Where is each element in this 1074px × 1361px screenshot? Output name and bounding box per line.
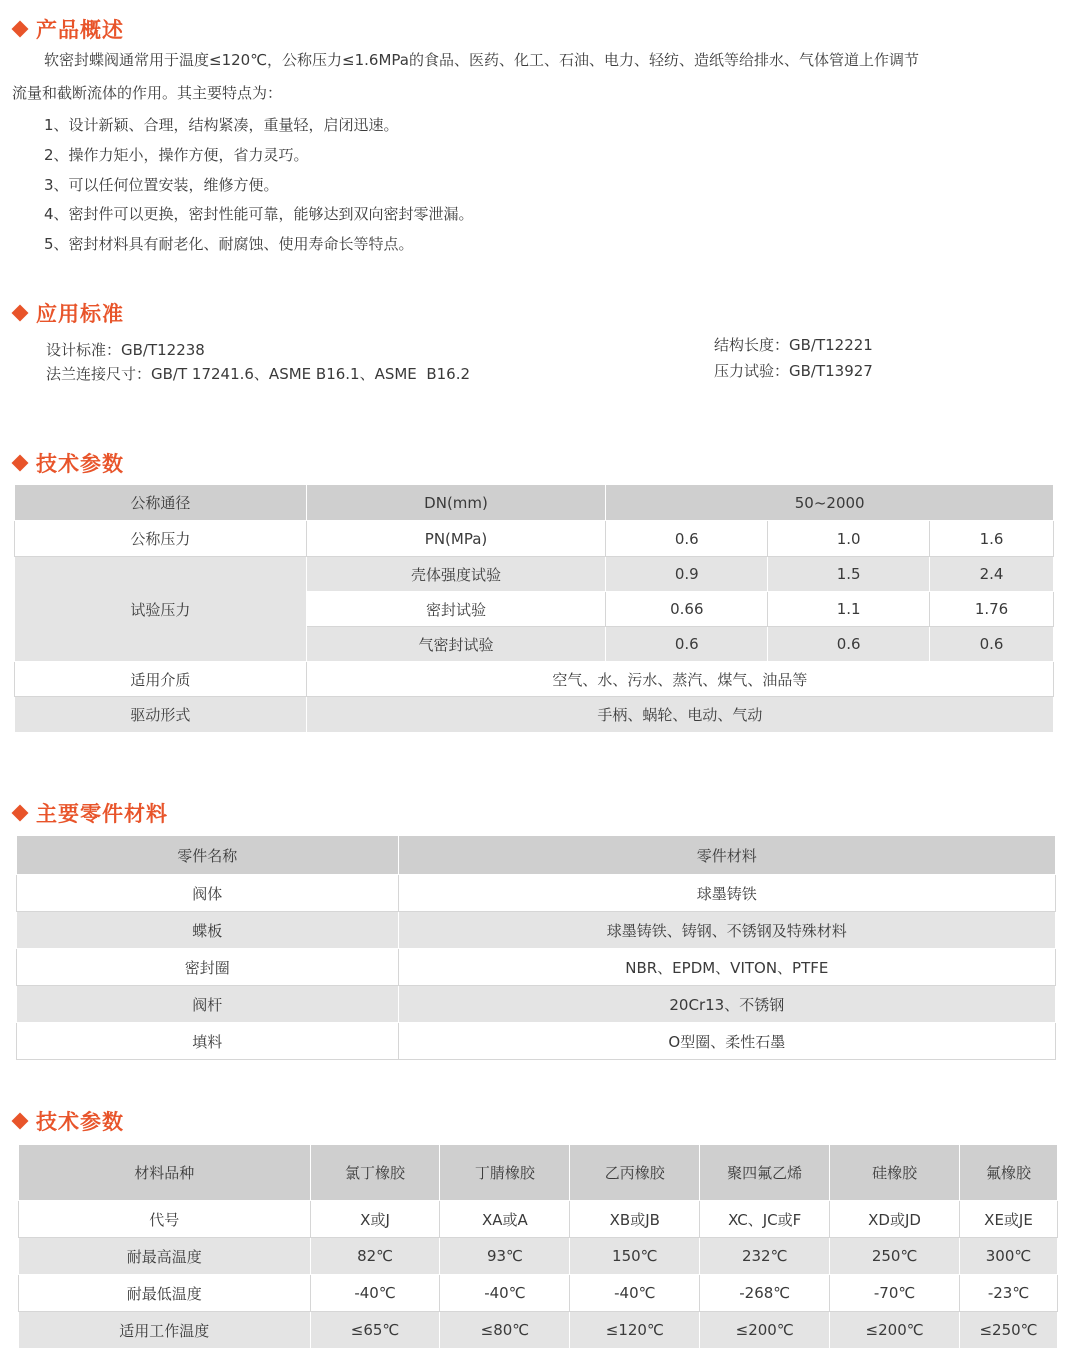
table-cell: XD或JD [830,1201,960,1238]
feature-item: 1、设计新颖、合理，结构紧凑，重量轻，启闭迅速。 [44,116,399,134]
table-cell: 空气、水、污水、蒸汽、煤气、油品等 [306,662,1053,697]
table-cell: 试验压力 [15,557,307,662]
table-cell: 零件名称 [17,836,399,875]
table-row [19,1238,1058,1275]
table-cell: 1.0 [768,521,930,557]
table-cell: NBR、EPDM、VITON、PTFE [398,949,1055,986]
table-cell: XA或A [440,1201,570,1238]
table-row [17,949,1056,986]
table-cell: 82℃ [310,1238,440,1275]
materials-title: 技术参数 [10,1106,124,1136]
table-cell: 93℃ [440,1238,570,1275]
table-cell: 2.4 [930,557,1054,592]
table-cell: 阀体 [17,875,399,912]
table-cell: 手柄、蜗轮、电动、气动 [306,697,1053,733]
table-cell: 耐最低温度 [19,1275,311,1312]
table-cell: XB或JB [570,1201,700,1238]
overview-intro-line2: 流量和截断流体的作用。其主要特点为： [12,84,283,102]
table-cell: -40℃ [310,1275,440,1312]
table-cell: 材料品种 [19,1145,311,1201]
table-cell: -70℃ [830,1275,960,1312]
table-cell: 150℃ [570,1238,700,1275]
feature-item: 2、操作力矩小，操作方便，省力灵巧。 [44,146,309,164]
table-cell: ≤120℃ [570,1312,700,1349]
table-cell: 硅橡胶 [830,1145,960,1201]
table-cell: 1.76 [930,592,1054,627]
table-cell: 丁腈橡胶 [440,1145,570,1201]
table-cell: 232℃ [700,1238,830,1275]
table-cell: O型圈、柔性石墨 [398,1023,1055,1060]
table-cell: -23℃ [960,1275,1058,1312]
table-cell: 球墨铸铁 [398,875,1055,912]
diamond-bullet-icon [12,21,29,38]
table-cell: 乙丙橡胶 [570,1145,700,1201]
table-row [19,1201,1058,1238]
table-cell: 耐最高温度 [19,1238,311,1275]
table-row [15,557,1054,592]
table-cell: 50~2000 [606,485,1054,521]
table-cell: 0.6 [606,627,768,662]
table-cell: X或J [310,1201,440,1238]
design-standard: 设计标准：GB/T12238 [46,341,205,359]
table-cell: 填料 [17,1023,399,1060]
table-cell: 公称通径 [15,485,307,521]
table-row [17,912,1056,949]
table-cell: DN(mm) [306,485,606,521]
overview-intro-line1: 软密封蝶阀通常用于温度≤120℃，公称压力≤1.6MPa的食品、医药、化工、石油、电力、轻纺、造纸等给排水、气体管道上作调节 [44,51,919,69]
feature-item: 5、密封材料具有耐老化、耐腐蚀、使用寿命长等特点。 [44,235,414,253]
table-cell: PN(MPa) [306,521,606,557]
table-cell: 球墨铸铁、铸钢、不锈钢及特殊材料 [398,912,1055,949]
table-row [15,521,1054,557]
pressure-test-standard: 压力试验：GB/T13927 [714,362,873,380]
table-cell: XC、JC或F [700,1201,830,1238]
overview-title: 产品概述 [10,14,124,44]
table-row [17,1023,1056,1060]
table-row [15,485,1054,521]
table-row [17,875,1056,912]
table-row [17,836,1056,875]
diamond-bullet-icon [12,455,29,472]
parts-table [16,835,1056,1060]
table-cell: 壳体强度试验 [306,557,606,592]
table-cell: 适用介质 [15,662,307,697]
table-cell: 气密封试验 [306,627,606,662]
table-cell: 阀杆 [17,986,399,1023]
table-row [17,986,1056,1023]
table-cell: 代号 [19,1201,311,1238]
diamond-bullet-icon [12,805,29,822]
tech-title: 技术参数 [10,448,124,478]
table-cell: ≤80℃ [440,1312,570,1349]
table-cell: -40℃ [440,1275,570,1312]
table-cell: ≤65℃ [310,1312,440,1349]
table-cell: 1.6 [930,521,1054,557]
tech-params-table [14,484,1054,733]
table-cell: 蝶板 [17,912,399,949]
diamond-bullet-icon [12,305,29,322]
table-cell: 适用工作温度 [19,1312,311,1349]
table-cell: 0.6 [768,627,930,662]
table-cell: 1.5 [768,557,930,592]
table-row [15,697,1054,733]
table-cell: 公称压力 [15,521,307,557]
table-cell: 氟橡胶 [960,1145,1058,1201]
table-cell: XE或JE [960,1201,1058,1238]
table-cell: 密封试验 [306,592,606,627]
table-cell: 聚四氟乙烯 [700,1145,830,1201]
table-cell: 驱动形式 [15,697,307,733]
table-cell: ≤200℃ [830,1312,960,1349]
standards-title: 应用标准 [10,298,124,328]
diamond-bullet-icon [12,1113,29,1130]
table-row [19,1312,1058,1349]
length-standard: 结构长度：GB/T12221 [714,336,873,354]
table-cell: 0.6 [930,627,1054,662]
table-cell: 0.66 [606,592,768,627]
feature-item: 3、可以任何位置安装，维修方便。 [44,176,279,194]
table-cell: -268℃ [700,1275,830,1312]
table-cell: 氯丁橡胶 [310,1145,440,1201]
table-cell: 0.6 [606,521,768,557]
table-cell: 300℃ [960,1238,1058,1275]
table-cell: ≤250℃ [960,1312,1058,1349]
feature-item: 4、密封件可以更换，密封性能可靠，能够达到双向密封零泄漏。 [44,205,474,223]
table-cell: ≤200℃ [700,1312,830,1349]
table-cell: 250℃ [830,1238,960,1275]
table-cell: 0.9 [606,557,768,592]
table-row [19,1145,1058,1201]
parts-title: 主要零件材料 [10,798,168,828]
table-cell: -40℃ [570,1275,700,1312]
table-cell: 零件材料 [398,836,1055,875]
flange-standard: 法兰连接尺寸：GB/T 17241.6、ASME B16.1、ASME B16.2 [46,365,471,383]
table-cell: 密封圈 [17,949,399,986]
table-cell: 20Cr13、不锈钢 [398,986,1055,1023]
table-row [19,1275,1058,1312]
table-cell: 1.1 [768,592,930,627]
table-row [15,662,1054,697]
materials-table [18,1144,1058,1349]
